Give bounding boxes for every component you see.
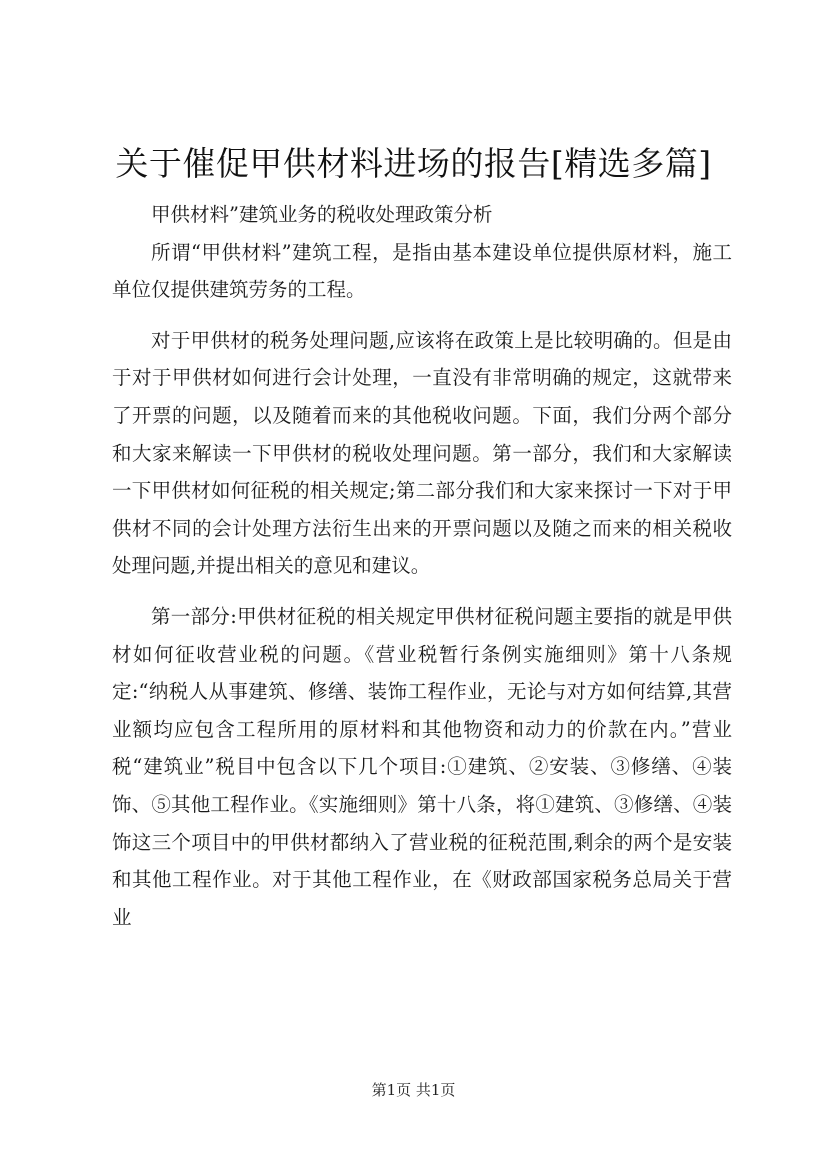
document-title: 关于催促甲供材料进场的报告[精选多篇] xyxy=(115,144,712,183)
document-body xyxy=(112,196,732,936)
paragraph-part-one: 第一部分:甲供材征税的相关规定甲供材征税问题主要指的就是甲供材如何征收营业税的问题。《营业税暂行条例实施细则》第十八条规定:“纳税人从事建筑、修缮、装饰工程作业，无论与对方如何结算,其营业额均应包含工程所用的原材料和其他物资和动力的价款在内。”营业税“建筑业”税目中包含以下几个项目:①建筑、②安装、③修缮、④装饰、⑤其他工程作业。《实施细则》第十八条，将①建筑、③修缮、④装饰这三个项目中的甲供材都纳入了营业税的征税范围,剩余的两个是安装和其他工程作业。对于其他工程作业，在《财政部国家税务总局关于营业 xyxy=(112,604,732,929)
paragraph-overview: 对于甲供材的税务处理问题,应该将在政策上是比较明确的。但是由于对于甲供材如何进行会计处理，一直没有非常明确的规定，这就带来了开票的问题，以及随着而来的其他税收问题。下面，我们分两个部分和大家来解读一下甲供材的税收处理问题。第一部分，我们和大家解读一下甲供材如何征税的相关规定;第二部分我们和大家来探讨一下对于甲供材不同的会计处理方法衍生出来的开票问题以及随之而来的相关税收处理问题,并提出相关的意见和建议。 xyxy=(112,328,732,578)
page-footer: 第1页 共1页 xyxy=(371,1081,456,1099)
paragraph-definition: 所谓“甲供材料”建筑工程，是指由基本建设单位提供原材料，施工单位仅提供建筑劳务的工程。 xyxy=(112,240,732,302)
paragraph-subtitle: 甲供材料”建筑业务的税收处理政策分析 xyxy=(151,203,493,226)
